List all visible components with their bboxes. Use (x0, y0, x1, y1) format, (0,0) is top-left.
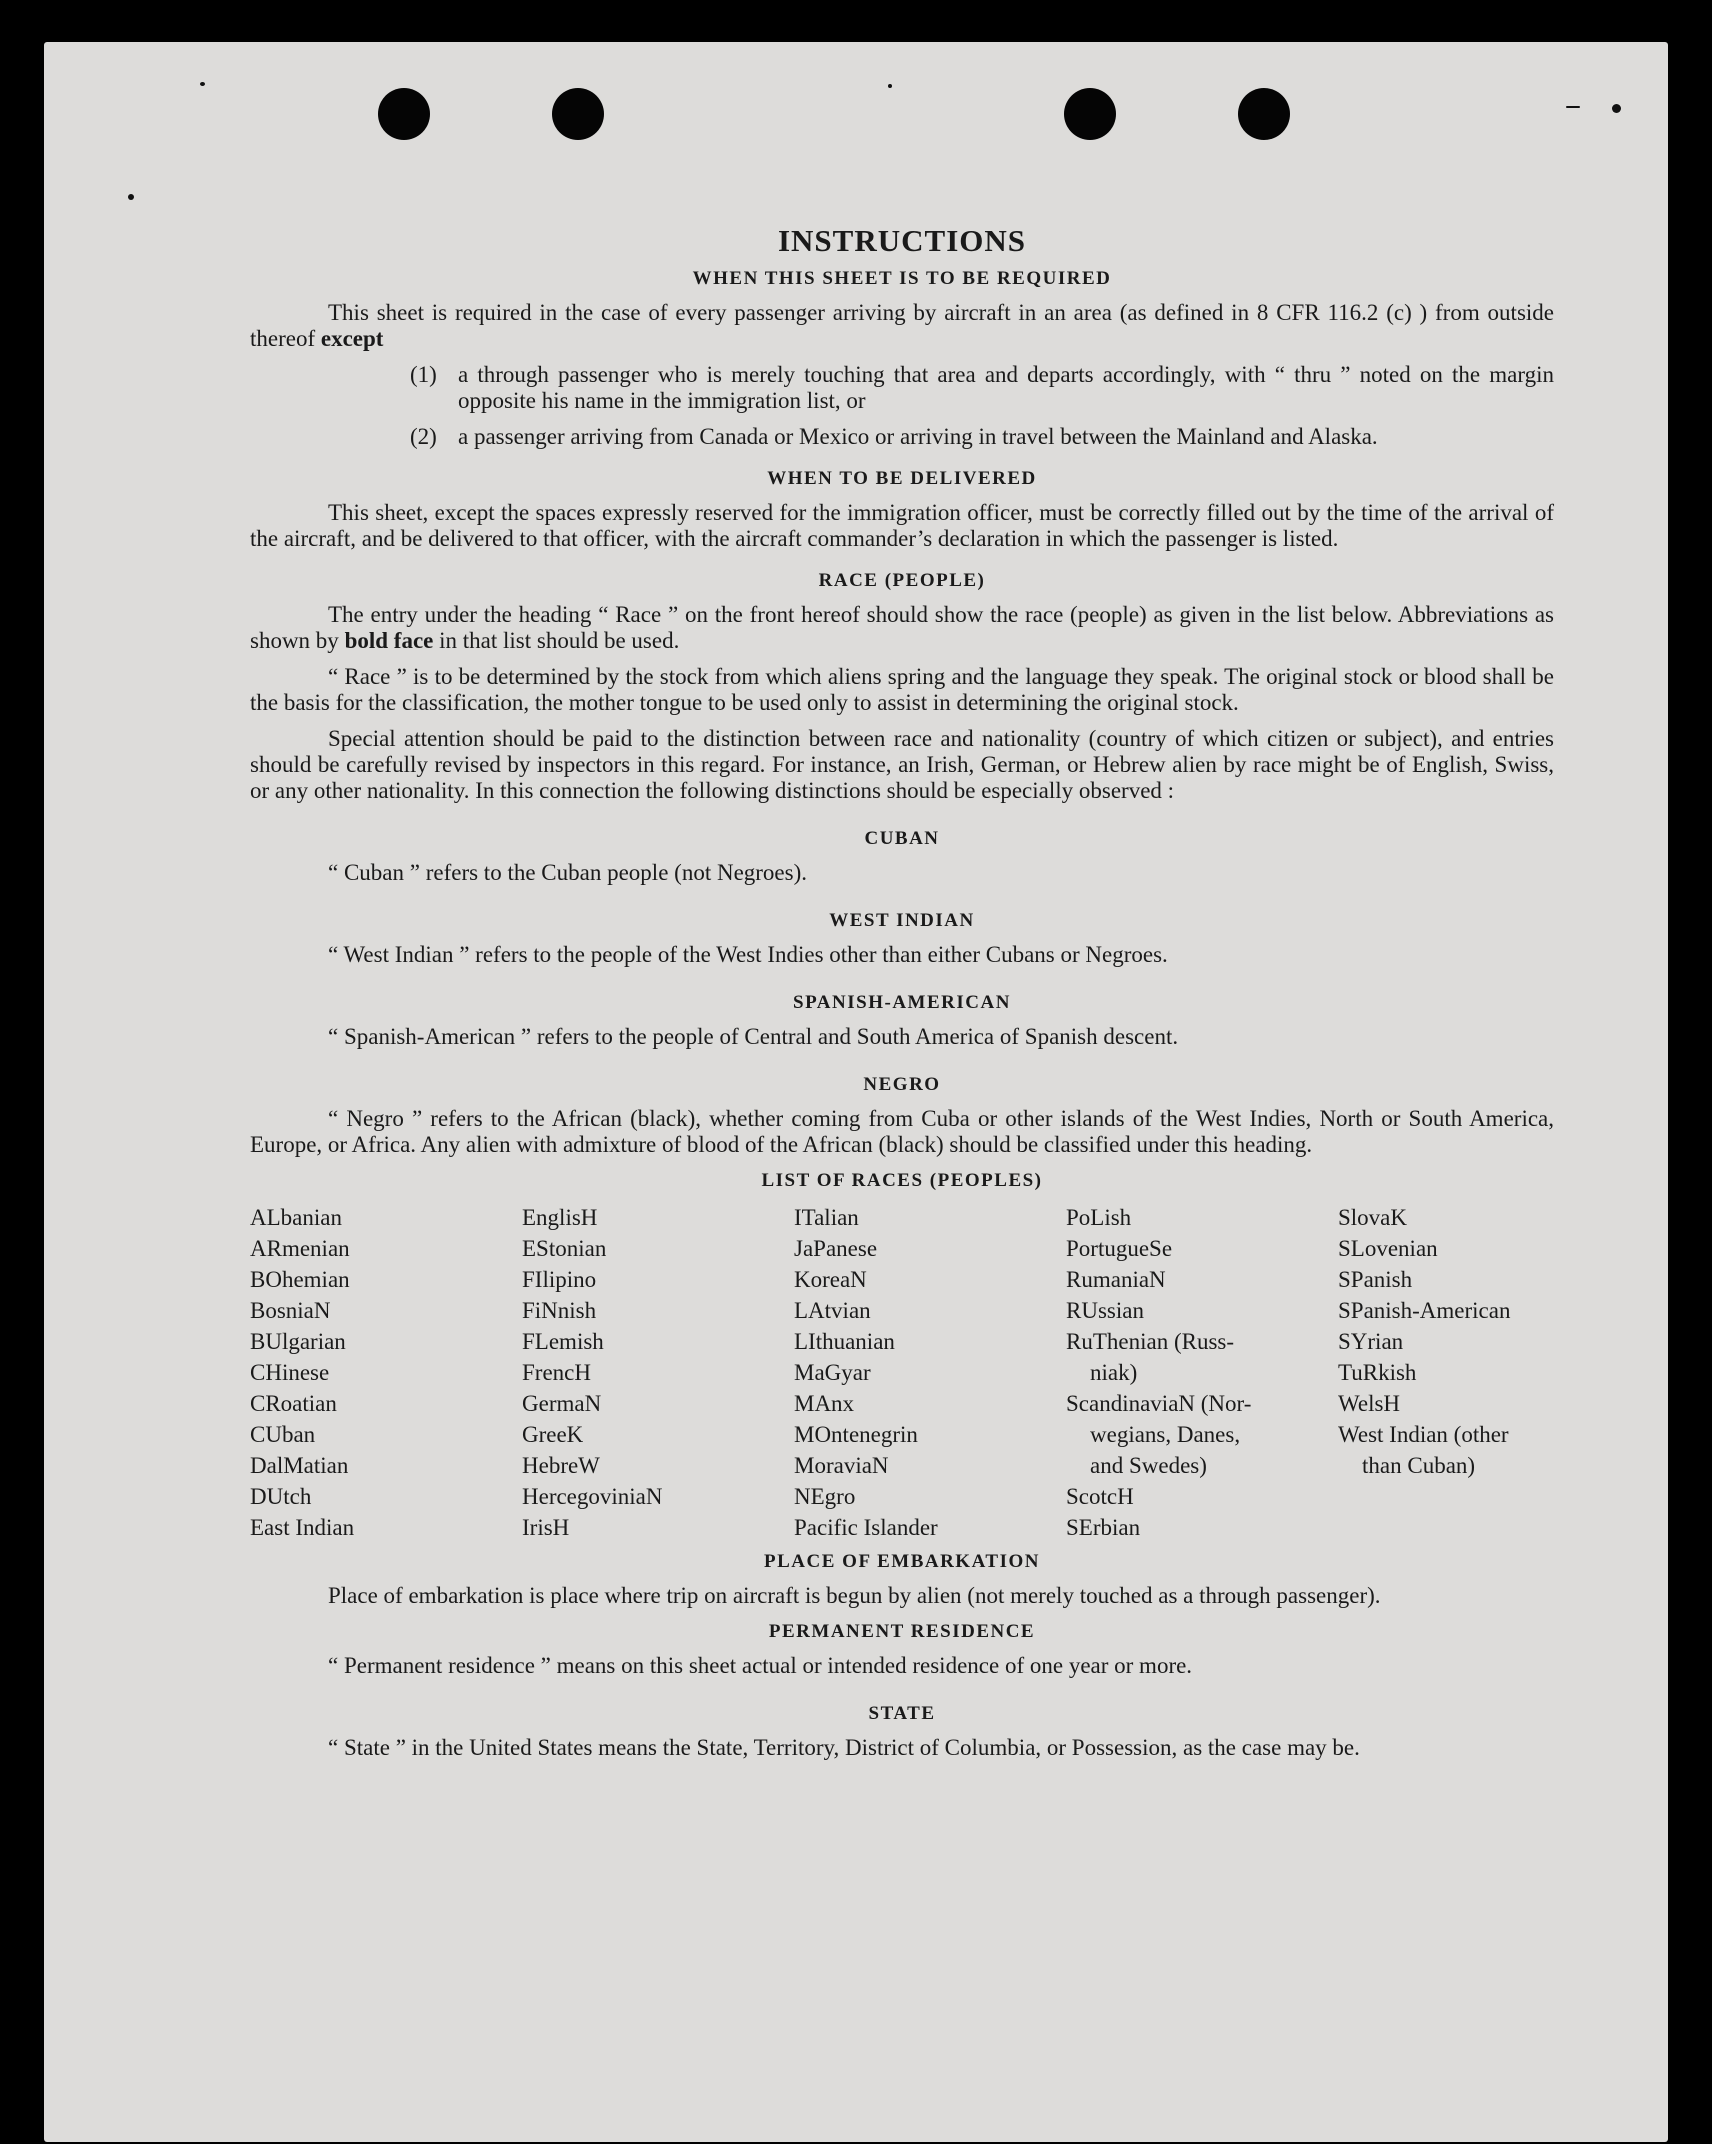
race-item: HercegoviniaN (522, 1484, 663, 1509)
race-item: MaGyar (794, 1360, 871, 1385)
item-text: a through passenger who is merely touching that area and departs accordingly, with “ thru ” noted on the margin opposite his name in the immigration list, or (458, 362, 1554, 413)
race-item: SPanish (1338, 1267, 1413, 1292)
race-item: PoLish (1066, 1205, 1132, 1230)
race-item: RumaniaN (1066, 1267, 1166, 1292)
race-item: LIthuanian (794, 1329, 895, 1354)
race-column (794, 1202, 1066, 1543)
definition: “ Cuban ” refers to the Cuban people (not Negroes). (328, 860, 808, 885)
paragraph: “ Race ” is to be determined by the stock from which aliens spring and the language they speak. The original stock or blood shall be the basis for the classification, the mother tongue to be used only to assist in determining the original stock. (250, 664, 1554, 715)
race-item: East Indian (250, 1515, 355, 1540)
race-item: MAnx (794, 1391, 855, 1416)
race-item: EStonian (522, 1236, 607, 1261)
punch-hole (552, 88, 604, 140)
punch-hole (378, 88, 430, 140)
definition: “ West Indian ” refers to the people of the West Indies other than either Cubans or Negroes. (328, 942, 1168, 967)
race-item: FrencH (522, 1360, 591, 1385)
race-item: DUtch (250, 1484, 312, 1509)
race-item: SErbian (1066, 1515, 1141, 1540)
race-item: FiNnish (522, 1298, 597, 1323)
race-list (250, 1202, 1554, 1543)
section-heading: SPANISH-AMERICAN (793, 992, 1011, 1013)
race-item: CHinese (250, 1360, 330, 1385)
race-item: GreeK (522, 1422, 584, 1447)
race-column (522, 1202, 794, 1543)
race-column (1338, 1202, 1554, 1543)
section-heading: RACE (PEOPLE) (818, 570, 986, 591)
race-item: JaPanese (794, 1236, 878, 1261)
race-item: ScotcH (1066, 1484, 1134, 1509)
definition: Place of embarkation is place where trip on aircraft is begun by alien (not merely touched as a through passenger). (328, 1583, 1381, 1608)
race-item: HebreW (522, 1453, 600, 1478)
race-item: West Indian (other (1338, 1422, 1509, 1447)
paragraph (250, 300, 1554, 352)
race-item: than Cuban) (1362, 1453, 1476, 1478)
section-heading: NEGRO (863, 1074, 941, 1095)
race-item: RUssian (1066, 1298, 1144, 1323)
bold-text: except (320, 326, 384, 351)
page-title: INSTRUCTIONS (777, 223, 1026, 258)
section-heading: WEST INDIAN (829, 910, 975, 931)
section-heading: WHEN THIS SHEET IS TO BE REQUIRED (692, 268, 1112, 289)
race-item: PortugueSe (1066, 1236, 1173, 1261)
race-item: ScandinaviaN (Nor- (1066, 1391, 1252, 1416)
race-item: ALbanian (250, 1205, 342, 1230)
item-number: (2) (410, 424, 437, 449)
section-heading: CUBAN (864, 828, 940, 849)
race-item: ARmenian (250, 1236, 350, 1261)
race-item: LAtvian (794, 1298, 871, 1323)
race-item: SYrian (1338, 1329, 1404, 1354)
numbered-item (410, 362, 1554, 414)
race-item: EnglisH (522, 1205, 598, 1230)
race-item: CUban (250, 1422, 316, 1447)
race-item: wegians, Danes, (1090, 1422, 1241, 1447)
race-item: KoreaN (794, 1267, 867, 1292)
paragraph (250, 602, 1554, 654)
definition: “ Permanent residence ” means on this sheet actual or intended residence of one year or more. (328, 1653, 1193, 1678)
race-item: ITalian (794, 1205, 859, 1230)
race-column (250, 1202, 522, 1543)
race-item: Pacific Islander (794, 1515, 938, 1540)
speck (128, 194, 134, 200)
numbered-item (410, 424, 1554, 450)
paragraph-text: The entry under the heading “ Race ” on the front hereof should show the race (people) as given in the list below. Abbreviations as shown by (250, 602, 1554, 653)
race-item: TuRkish (1338, 1360, 1417, 1385)
speck (888, 84, 892, 88)
paragraph-text: in that list should be used. (439, 628, 680, 653)
race-item: SPanish-American (1338, 1298, 1511, 1323)
race-item: IrisH (522, 1515, 570, 1540)
race-item: MoraviaN (794, 1453, 889, 1478)
bold-text: bold face (344, 628, 434, 653)
race-item: BosniaN (250, 1298, 331, 1323)
section-heading: PLACE OF EMBARKATION (764, 1551, 1040, 1572)
punch-hole (1064, 88, 1116, 140)
item-text: a passenger arriving from Canada or Mexico or arriving in travel between the Mainland and Alaska. (458, 424, 1378, 449)
race-item: MOntenegrin (794, 1422, 918, 1447)
paragraph-text: This sheet is required in the case of every passenger arriving by aircraft in an area (as defined in 8 CFR 116.2 (c) ) from outside thereof (250, 300, 1554, 351)
section-heading: STATE (868, 1703, 936, 1724)
race-item: NEgro (794, 1484, 856, 1509)
punch-hole (1238, 88, 1290, 140)
paragraph: Special attention should be paid to the distinction between race and nationality (country of which citizen or subject), and entries should be carefully revised by inspectors in this regard. For instance, an Irish, German, or Hebrew alien by race might be of English, Swiss, or any other nationality. In this connection the following distinctions should be especially observed : (250, 726, 1554, 803)
item-number: (1) (410, 362, 437, 387)
section-heading: WHEN TO BE DELIVERED (767, 468, 1037, 489)
speck (1612, 104, 1621, 113)
speck (1566, 106, 1580, 108)
race-item: SLovenian (1338, 1236, 1438, 1261)
race-item: SlovaK (1338, 1205, 1407, 1230)
race-column (1066, 1202, 1338, 1543)
definition: “ State ” in the United States means the State, Territory, District of Columbia, or Possession, as the case may be. (328, 1735, 1360, 1760)
race-item: FIlipino (522, 1267, 597, 1292)
race-item: RuThenian (Russ- (1066, 1329, 1235, 1354)
race-item: FLemish (522, 1329, 604, 1354)
definition: “ Negro ” refers to the African (black), whether coming from Cuba or other islands of the West Indies, North or South America, Europe, or Africa. Any alien with admixture of blood of the African (black) should be classified under this heading. (250, 1106, 1554, 1157)
paragraph: This sheet, except the spaces expressly reserved for the immigration officer, must be correctly filled out by the time of the arrival of the aircraft, and be delivered to that officer, with the aircraft commander’s declaration in which the passenger is listed. (250, 500, 1554, 551)
race-item: DalMatian (250, 1453, 349, 1478)
speck (200, 82, 205, 86)
race-item: and Swedes) (1090, 1453, 1207, 1478)
section-heading: PERMANENT RESIDENCE (768, 1621, 1036, 1642)
instructions-content (250, 223, 1554, 1761)
race-item: BOhemian (250, 1267, 350, 1292)
race-item: niak) (1090, 1360, 1138, 1385)
section-heading: LIST OF RACES (PEOPLES) (761, 1170, 1043, 1191)
race-item: GermaN (522, 1391, 602, 1416)
race-item: CRoatian (250, 1391, 337, 1416)
race-item: BUlgarian (250, 1329, 346, 1354)
race-item: WelsH (1338, 1391, 1401, 1416)
definition: “ Spanish-American ” refers to the people of Central and South America of Spanish descent. (328, 1024, 1179, 1049)
document-sheet (44, 42, 1668, 2142)
